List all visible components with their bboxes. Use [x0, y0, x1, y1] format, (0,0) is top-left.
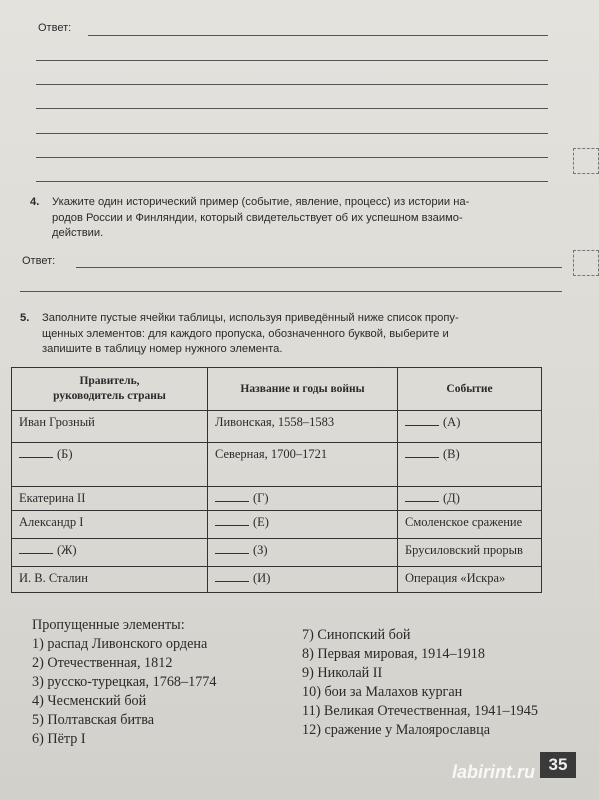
fill-blank[interactable] [215, 543, 249, 554]
cell-text: Иван Грозный [19, 415, 95, 429]
cell-text: (Ж) [57, 543, 77, 557]
answer-line[interactable] [36, 133, 548, 134]
list-item: 3) русско-турецкая, 1768–1774 [32, 674, 217, 690]
cell-war[interactable] [208, 487, 398, 511]
list-item: 7) Синопский бой [302, 627, 411, 643]
cell-ruler[interactable] [12, 443, 208, 487]
table-row [12, 567, 542, 593]
cell-text: (З) [253, 543, 268, 557]
table-row [12, 443, 542, 487]
task-4-number: 4. [30, 196, 40, 208]
list-item: 12) сражение у Малоярославца [302, 722, 490, 738]
task-4-text: Укажите один исторический пример (событие, явление, процесс) из истории на- родов России и Финляндии, который свидетельствует об их успешном взаимо- действии. [52, 196, 470, 239]
answer-line[interactable] [20, 291, 562, 292]
answer-line[interactable] [36, 60, 548, 61]
cell-text: (Г) [253, 491, 269, 505]
cell-event [398, 567, 542, 593]
cell-war[interactable] [208, 567, 398, 593]
cell-text: (А) [443, 415, 461, 429]
fill-blank[interactable] [405, 491, 439, 502]
cell-text: Смоленское сражение [405, 515, 523, 529]
fill-blank[interactable] [405, 415, 439, 426]
cell-text: Северная, 1700–1721 [215, 447, 328, 461]
cell-war[interactable] [208, 511, 398, 539]
score-box[interactable] [573, 250, 599, 276]
list-item: 1) распад Ливонского ордена [32, 636, 208, 652]
score-box[interactable] [573, 148, 599, 174]
fill-blank[interactable] [19, 447, 53, 458]
watermark: labirint.ru [452, 762, 536, 782]
table-row [12, 511, 542, 539]
fill-blank[interactable] [19, 543, 53, 554]
header-event: Событие [398, 368, 542, 411]
cell-text: (И) [253, 571, 271, 585]
cell-war[interactable] [208, 539, 398, 567]
table-row [12, 487, 542, 511]
cell-event[interactable] [398, 487, 542, 511]
cell-ruler [12, 411, 208, 443]
cell-ruler [12, 511, 208, 539]
answer-line[interactable] [88, 35, 548, 36]
answer-line[interactable] [36, 84, 548, 85]
list-item: 11) Великая Отечественная, 1941–1945 [302, 703, 538, 719]
cell-text: Александр I [19, 515, 84, 529]
cell-event[interactable] [398, 411, 542, 443]
cell-event[interactable] [398, 443, 542, 487]
list-item: 9) Николай II [302, 665, 383, 681]
cell-event [398, 539, 542, 567]
fill-blank[interactable] [215, 515, 249, 526]
fill-blank[interactable] [405, 447, 439, 458]
cell-text: Ливонская, 1558–1583 [215, 415, 335, 429]
cell-ruler [12, 487, 208, 511]
answer-line[interactable] [36, 157, 548, 158]
list-item: 5) Полтавская битва [32, 712, 155, 728]
cell-text: И. В. Сталин [19, 571, 88, 585]
header-war: Название и годы войны [208, 368, 398, 411]
cell-text: Брусиловский прорыв [405, 543, 523, 557]
cell-war [208, 411, 398, 443]
list-item: 6) Пётр I [32, 731, 86, 747]
answer-line[interactable] [36, 181, 548, 182]
answer-label-task4: Ответ: [22, 255, 56, 267]
list-item: 10) бои за Малахов курган [302, 684, 463, 700]
cell-text: (В) [443, 447, 460, 461]
page-number: 35 [540, 752, 576, 778]
task-5-text: Заполните пустые ячейки таблицы, используя приведённый ниже список пропу- щенных элементов: для каждого пропуска, обозначенного буквой, выберите и запишите в таблицу номер нужного элемента. [42, 312, 459, 355]
missing-elements-title: Пропущенные элементы: [32, 617, 185, 633]
list-item: 4) Чесменский бой [32, 693, 147, 709]
cell-ruler [12, 567, 208, 593]
cell-text: (Д) [443, 491, 460, 505]
history-table [11, 367, 542, 593]
task-5-number: 5. [20, 312, 30, 324]
fill-blank[interactable] [215, 491, 249, 502]
cell-text: (Б) [57, 447, 73, 461]
cell-war [208, 443, 398, 487]
list-item: 2) Отечественная, 1812 [32, 655, 173, 671]
answer-line[interactable] [36, 108, 548, 109]
cell-text: Екатерина II [19, 491, 86, 505]
cell-event [398, 511, 542, 539]
table-row [12, 539, 542, 567]
cell-text: Операция «Искра» [405, 571, 506, 585]
missing-elements-right [302, 626, 538, 740]
table-row [12, 411, 542, 443]
header-ruler: Правитель, руководитель страны [12, 368, 208, 411]
cell-text: (Е) [253, 515, 269, 529]
answer-line[interactable] [76, 267, 562, 268]
fill-blank[interactable] [215, 571, 249, 582]
answer-label-top: Ответ: [38, 22, 72, 34]
cell-ruler[interactable] [12, 539, 208, 567]
table-header-row [12, 368, 542, 411]
list-item: 8) Первая мировая, 1914–1918 [302, 646, 485, 662]
missing-elements-left [32, 616, 216, 749]
